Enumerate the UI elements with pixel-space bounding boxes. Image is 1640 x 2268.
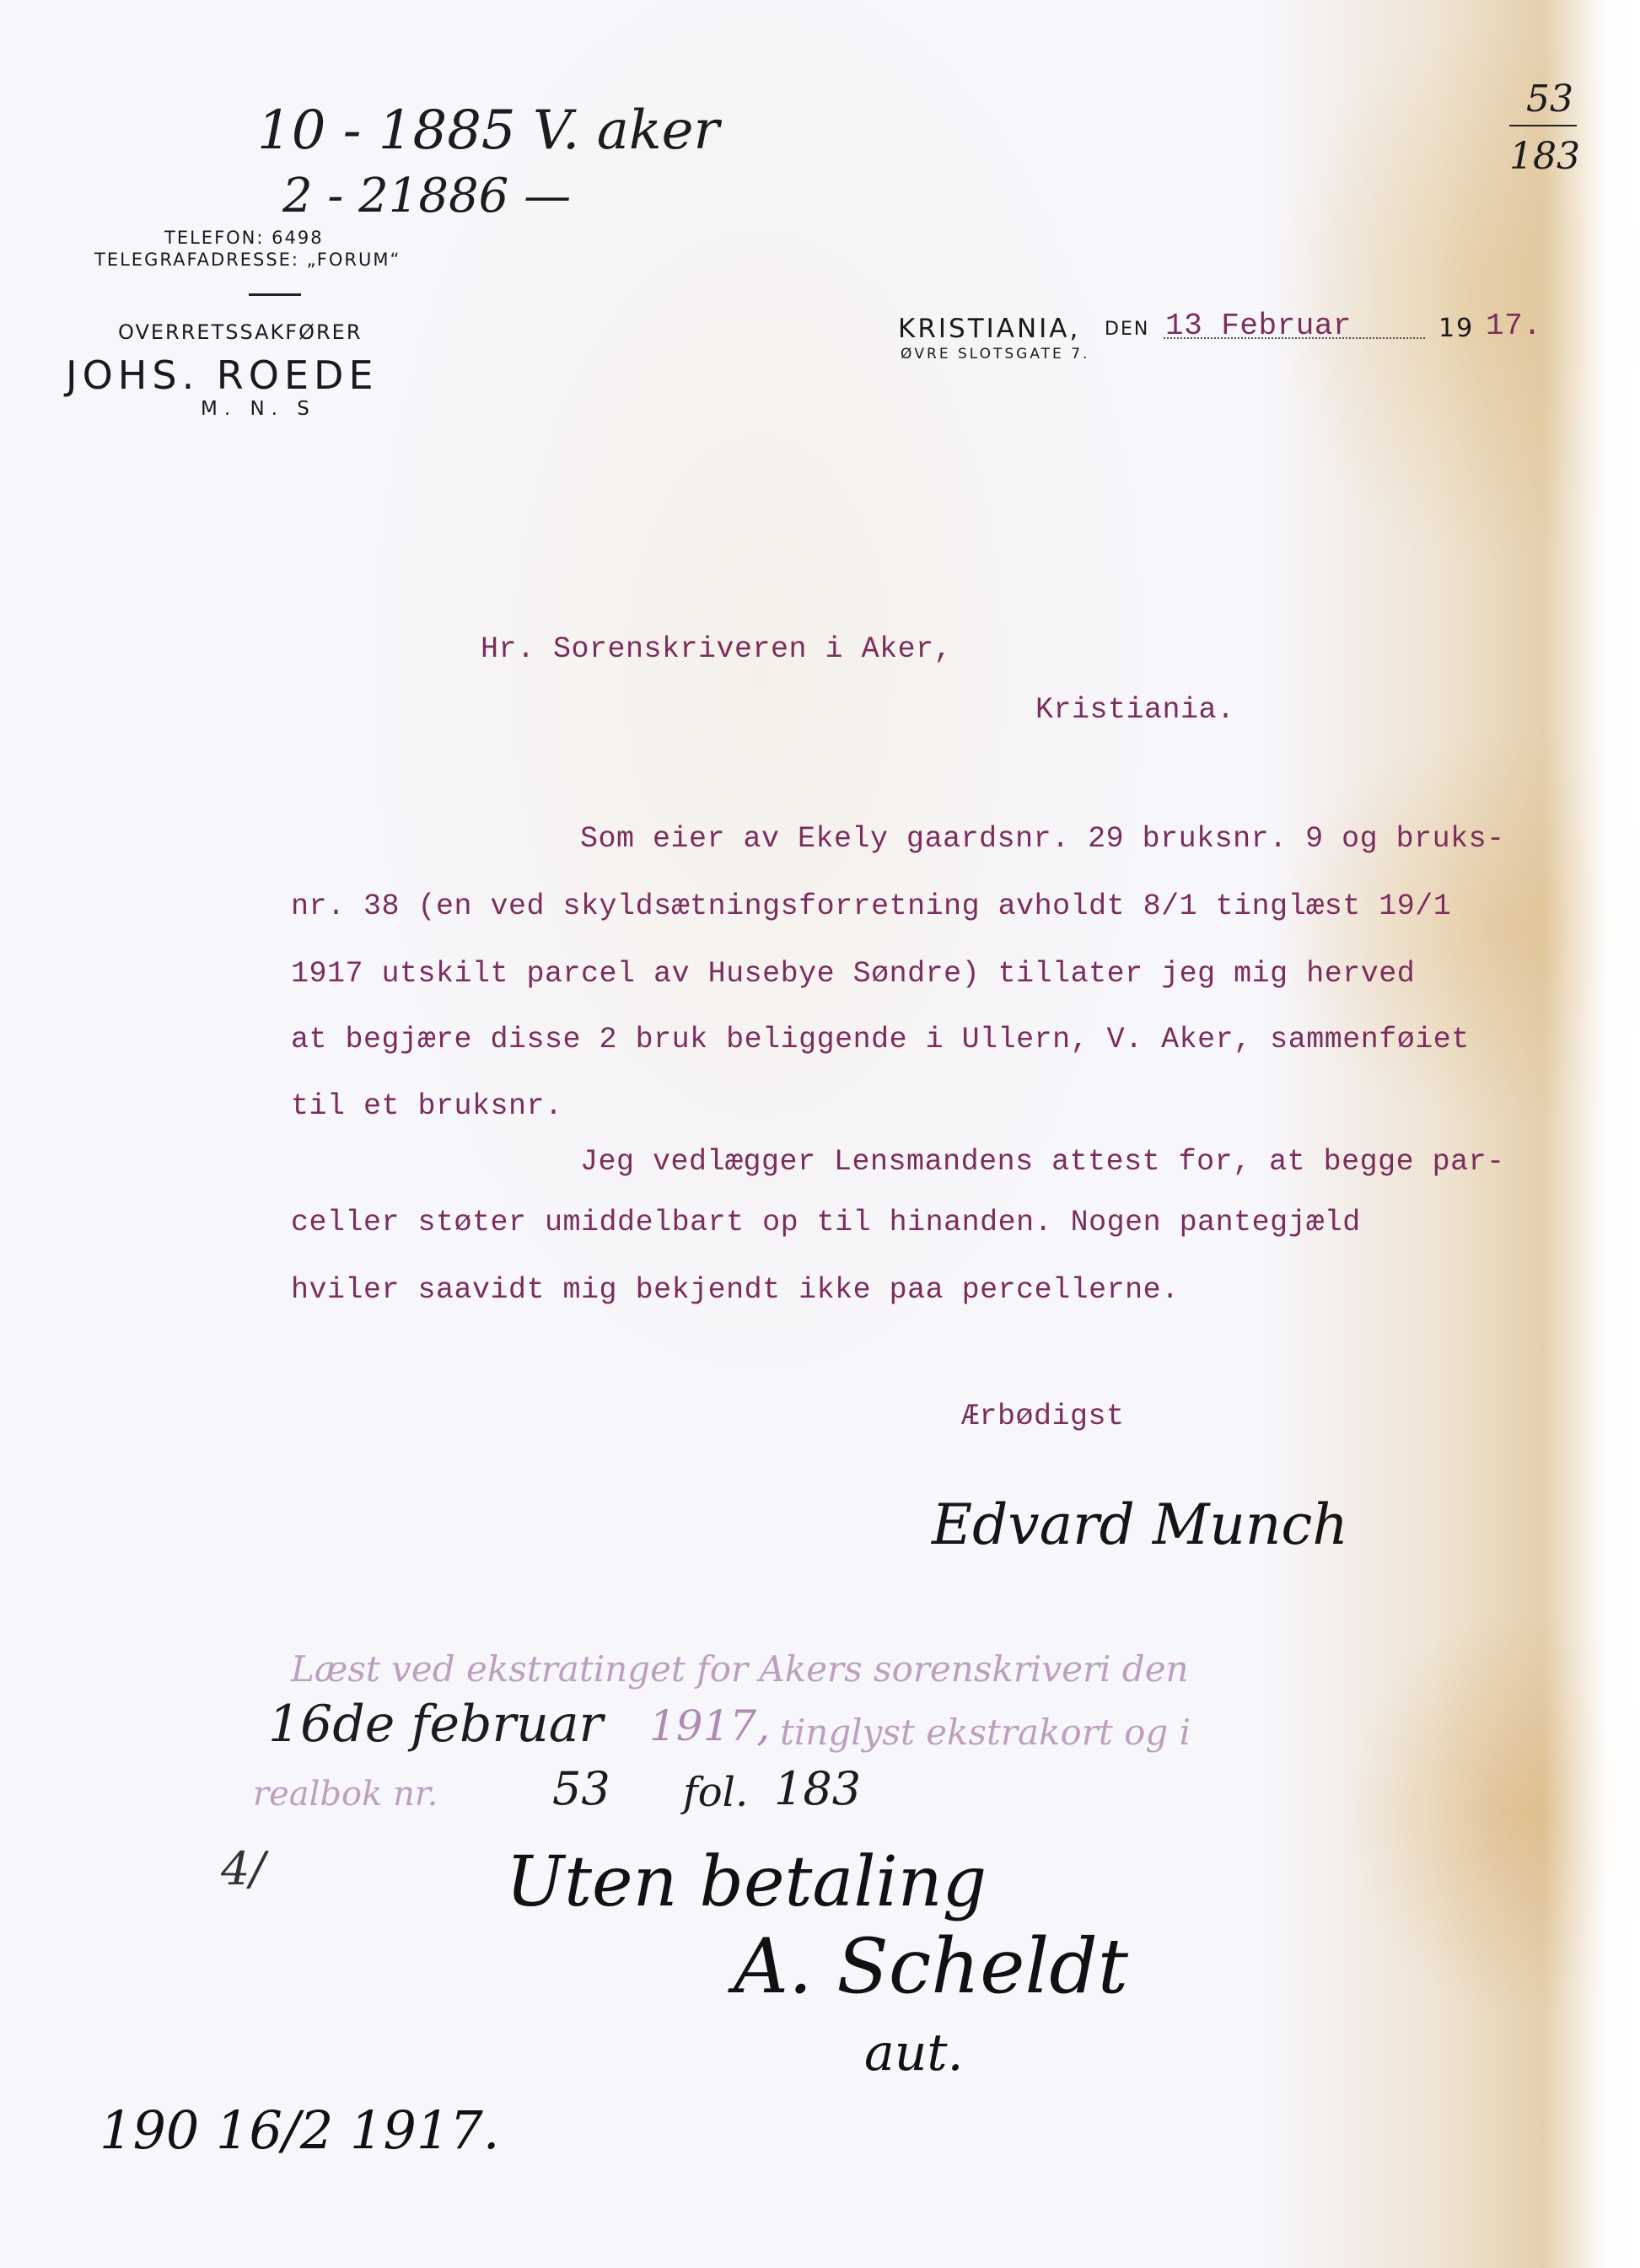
recipient-line2: Kristiania. [1035, 693, 1235, 727]
registration-date-hand: 16de februar [268, 1695, 604, 1754]
body-line-7: celler støter umiddelbart op til hinanden. Nogen pantegjæld [291, 1206, 1361, 1239]
registration-line3-prefix: realbok nr. [253, 1775, 438, 1814]
registration-book-number: 53 [552, 1762, 610, 1815]
dateline-year-suffix: 17. [1486, 309, 1542, 343]
registration-fol-label: fol. [683, 1769, 749, 1816]
body-line-5: til et bruksnr. [291, 1089, 563, 1123]
registration-fol-number: 183 [774, 1762, 862, 1815]
official-signature: A. Scheldt [734, 1922, 1129, 2011]
recipient-line1: Hr. Sorenskriveren i Aker, [481, 632, 953, 666]
margin-mark: 4/ [221, 1842, 266, 1895]
body-line-6: Jeg vedlægger Lensmandens attest for, at begge par- [580, 1145, 1505, 1179]
body-line-3: 1917 utskilt parcel av Husebye Søndre) tillater jeg mig herved [291, 957, 1416, 991]
signature-edvard-munch: Edvard Munch [932, 1492, 1348, 1557]
folio-bottom: 183 [1509, 135, 1580, 178]
archive-mark-line2: 2 - 21886 — [282, 169, 572, 223]
fee-note: Uten betaling [506, 1842, 987, 1922]
body-line-2: nr. 38 (en ved skyldsætningsforretning avholdt 8/1 tinglæst 19/1 [291, 889, 1452, 923]
letterhead-phone: TELEFON: 6498 [164, 228, 324, 248]
body-line-4: at begjære disse 2 bruk beliggende i Ullern, V. Aker, sammenføiet [291, 1023, 1470, 1056]
dateline-address: ØVRE SLOTSGATE 7. [901, 346, 1090, 363]
dateline-den: DEN [1105, 319, 1150, 340]
letterhead-title: OVERRETSSAKFØRER [118, 320, 363, 344]
body-line-8: hviler saavidt mig bekjendt ikke paa percellerne. [291, 1273, 1180, 1307]
folio-top: 53 [1526, 78, 1573, 121]
archive-mark-line1: 10 - 1885 V. aker [257, 99, 720, 162]
letterhead-telegraph: TELEGRAFADRESSE: „FORUM“ [94, 250, 401, 270]
closing: Ærbødigst [961, 1400, 1125, 1433]
dateline-date: 13 Februar [1165, 309, 1352, 343]
dateline-dotted-rule [1164, 337, 1425, 339]
letterhead-divider [249, 293, 301, 296]
body-line-1: Som eier av Ekely gaardsnr. 29 bruksnr. 9 og bruks- [580, 822, 1505, 856]
registration-year: 1917, [649, 1701, 771, 1750]
letterhead-initials: M. N. S [201, 398, 316, 420]
registration-line2-rest: tinglyst ekstrakort og i [780, 1712, 1191, 1753]
official-title: aut. [864, 2023, 964, 2083]
registration-stamp-line1: Læst ved ekstratinget for Akers sorenskriveri den [291, 1648, 1189, 1690]
dateline-year-prefix: 19 [1438, 314, 1475, 343]
letterhead-name: JOHS. ROEDE [66, 352, 379, 398]
dateline-city: KRISTIANIA, [898, 314, 1081, 344]
bottom-note: 190 16/2 1917. [99, 2099, 500, 2161]
folio-divider [1509, 125, 1577, 126]
